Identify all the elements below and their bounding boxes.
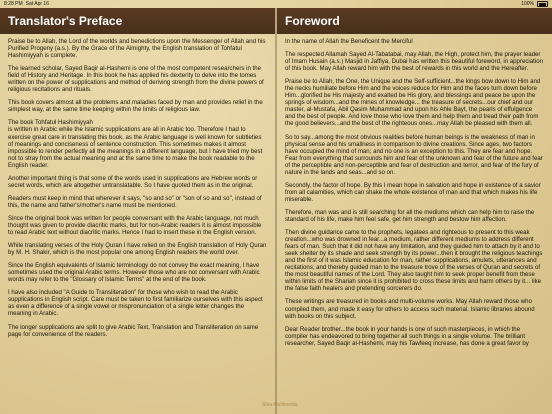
watermark-logo: Shia Multimedia — [262, 402, 298, 408]
battery-icon — [537, 1, 548, 7]
battery-percent: 100% — [521, 1, 534, 7]
right-paragraph: Praise be to Allah, the One, the Unique and the Self-sufficient...the kings bow down to Him and the necks humiliate before Him and the voices reduce for Him and the faces turn down before Him...glorified be His majesty and exalted be His glory, and blessings and peace be upon the springs of wisdom...and the mines of knowledge... the treasure of secrets...our chief and our master, al-Mustafa, Abil Qasim Muhammad and upon his Ahle Bayt, the pearls of effulgence and the best of people. And love those who love them and help them and tread their path from the good believers...and the best of the righteous ones...may Allah be pleased with them all. — [285, 78, 541, 128]
right-paragraph: In the name of Allah the Beneficent the Merciful — [285, 38, 413, 45]
left-paragraph: The longer supplications are split to give Arabic Text, Translation and Transliteration on same page for convenience of the readers. — [8, 323, 259, 338]
right-page[interactable] — [277, 8, 552, 414]
right-page-header — [277, 8, 552, 34]
right-page-body — [285, 34, 544, 347]
left-page-title: Translator's Preface — [8, 14, 123, 28]
right-page-title: Foreword — [285, 14, 340, 28]
status-bar — [0, 0, 552, 8]
left-paragraph: Praise be to Allah, the Lord of the worlds and benedictions upon the Messenger of Allah and his Purified Progeny (a.s.). By the Grace of the Almighty, the English translation of Tohfatul Hashimiyyah is complete. — [8, 38, 266, 60]
right-paragraph: So to say...among the most obvious realities before human beings is the weakness of man in physical sense and his smallness in comparison to divine creations. Since ages, two factors have occupied the mind of man; and no one is an exception to this. They are fear and hope. Fear from everything that surrounds him and fear of the unknown and fear of the future and fear of the perceptible and non-perceptible and fear of destruction and terror, and fear of the fury of nature in the lands and seas...and so on. — [285, 133, 543, 176]
left-paragraph: Readers must keep in mind that wherever it says, "so and so" or "son of so and so", instead of this, the name and father's/mother's name must be mentioned. — [8, 194, 262, 209]
left-paragraph: The learned scholar, Sayed Baqir al-Hashemi is one of the most competent researchers in the field of History and Heritage. In this book he has applied his dexterity to delve into the tomes written on the power of supplications and method of deriving strength from the divine powers of religious recitations and rituals. — [8, 65, 264, 94]
right-paragraph: Dear Reader brother...the book in your hands is one of such masterpieces, in which the compiler has endeavored to bring together all such things in a single volume. The brilliant researcher, Sayed Baqir al-Hashemi, may his Tawfeeq increase, has done a great favor by — [285, 325, 529, 347]
right-paragraph: Then divine guidance came to the prophets, legatees and righteous to present to this weak creation...who was drowned in fear...a medium, rather different mediums to address different fears of man. Such that it did not have any limitation, and they guided him to attach by it and to seek shelter by its shade and seek strength by its power...then it brought the religious teachings and the first of it was Islamic education for man, rather supplications, amulets, utterances and recitations; and thereby guided man to the treasure trove of the verses of Quran and secrets of the most beautiful names of the Lord. They also taught him to seek proper benefit from these within limits of the Shariah since it is prohibited to cross these limits and harm others by it... like the false faith healers and pretending sorcerers do. — [285, 229, 543, 293]
left-page-body — [8, 34, 267, 338]
status-time: 8:28 PM — [4, 1, 23, 7]
left-paragraph: Another important thing is that some of the words used in supplications are Hebrew words or secret words, which are altogether untranslatable. So I have quoted them as in the original. — [8, 174, 258, 189]
left-paragraph: Since the original book was written for people conversant with the Arabic language, not much thought was given to provide diacritic marks, but for non-Arabic readers it is almost impossible to read Arabic text without diacritic marks. Hence I had to insert these in the English version. — [8, 214, 262, 237]
right-paragraph: Therefore, man was and is still searching for all the mediums which can help him to raise the standard of his life, make him feel safe, get him strength and bestow him affection. — [285, 208, 535, 223]
left-paragraph: While translating verses of the Holy Quran I have relied on the English translation of Holy Quran by M. H. Shakir, which is the most popular one among English readers the world over. — [8, 242, 267, 257]
right-paragraph: Secondly, the factor of hope. By this I mean hope in salvation and hope in existence of a savior from all calamities, which can shake the whole existence of man and that which makes his life miserable. — [285, 181, 541, 203]
left-paragraph: I have also included "A Guide to Transliteration" for those who wish to read the Arabic supplications in English script. Care must be taken to first familiarize ourselves with this aspect as even a difference of a single vowel or mispronunciation of a single letter changes the meaning in Arabic. — [8, 289, 263, 318]
status-date: Sat Apr 16 — [25, 1, 49, 7]
right-paragraph: The respected Allamah Sayed Al-Tabatabai, may Allah, the High, protect him, the prayer leader of Imam Husain (a.s.) Masjid in Jaffiya, Dubai has written this beautiful foreword, in appreciation of this book. May Allah reward him with the best of rewards in this world and the Hereafter. — [285, 51, 543, 73]
left-paragraph: The book Tohfatul Hashimiyyah is written in Arabic while the Islamic supplications are all in Arabic too. Therefore I had to exercise great care in translating this book, as the Arabic language is well known for subtleties of meanings and conciseness of sentence construction. This sometimes makes it almost impossible to render perfectly all the meanings in a different language, but I have tried my best not to stray from the actual meaning and at the same time to make the book readable to the English reader. — [8, 119, 263, 169]
left-paragraph: This book covers almost all the problems and maladies faced by man and provides relief in the simplest way, at the same time keeping within the limits of religious law. — [8, 99, 263, 114]
left-page-header — [0, 8, 275, 34]
left-paragraph: Since the English equivalents of Islamic terminology do not convey the exact meaning, I have sometimes used the original Arabic terms. However those who are not conversant with Arabic words may refer to the "Glossary of Islamic Terms" at the end of the book. — [8, 262, 260, 284]
right-paragraph: These writings are treasured in books and multi-volume works. May Allah reward those who compiled them, and made it easy for others to access such material. Islamic libraries abound with books on this subject. — [285, 298, 535, 320]
left-page[interactable] — [0, 8, 275, 414]
